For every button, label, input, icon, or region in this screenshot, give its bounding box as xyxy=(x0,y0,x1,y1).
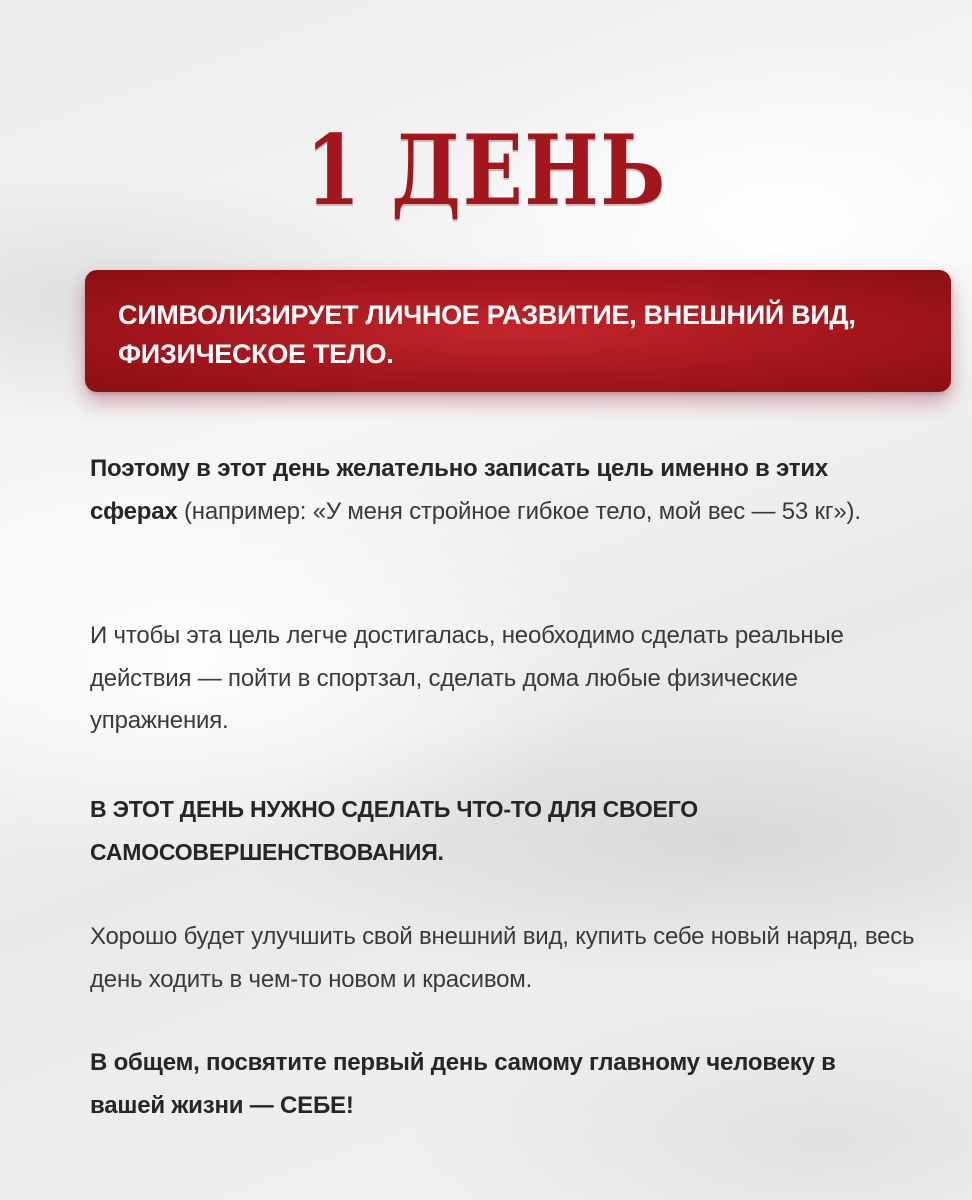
paragraph-appearance: Хорошо будет улучшить свой внешний вид, купить себе новый наряд, весь день ходить в чем-то новом и красивом. xyxy=(90,923,915,993)
paragraph-actions: И чтобы эта цель легче достигалась, необходимо сделать реальные действия — пойти в спортзал, сделать дома любые физические упражнения. xyxy=(90,622,844,734)
highlight-banner xyxy=(85,270,951,392)
banner-text: СИМВОЛИЗИРУЕТ ЛИЧНОЕ РАЗВИТИЕ, ВНЕШНИЙ ВИД, ФИЗИЧЕСКОЕ ТЕЛО. xyxy=(118,300,856,369)
paragraph-conclusion: В общем, посвятите первый день самому главному человеку в вашей жизни — СЕБЕ! xyxy=(90,1049,836,1119)
paragraph-goal xyxy=(90,448,920,533)
paragraph-goal-bold: Поэтому в этот день желательно записать цель именно в этих сферах xyxy=(90,455,829,525)
title-container xyxy=(0,95,972,245)
paragraph-self-improvement: В ЭТОТ ДЕНЬ НУЖНО СДЕЛАТЬ ЧТО-ТО ДЛЯ СВОЕГО САМОСОВЕРШЕНСТВОВАНИЯ. xyxy=(90,796,698,865)
page-title: 1 ДЕНЬ xyxy=(305,113,667,227)
paragraph-goal-regular: (например: «У меня стройное гибкое тело, мой вес — 53 кг»). xyxy=(177,497,861,525)
